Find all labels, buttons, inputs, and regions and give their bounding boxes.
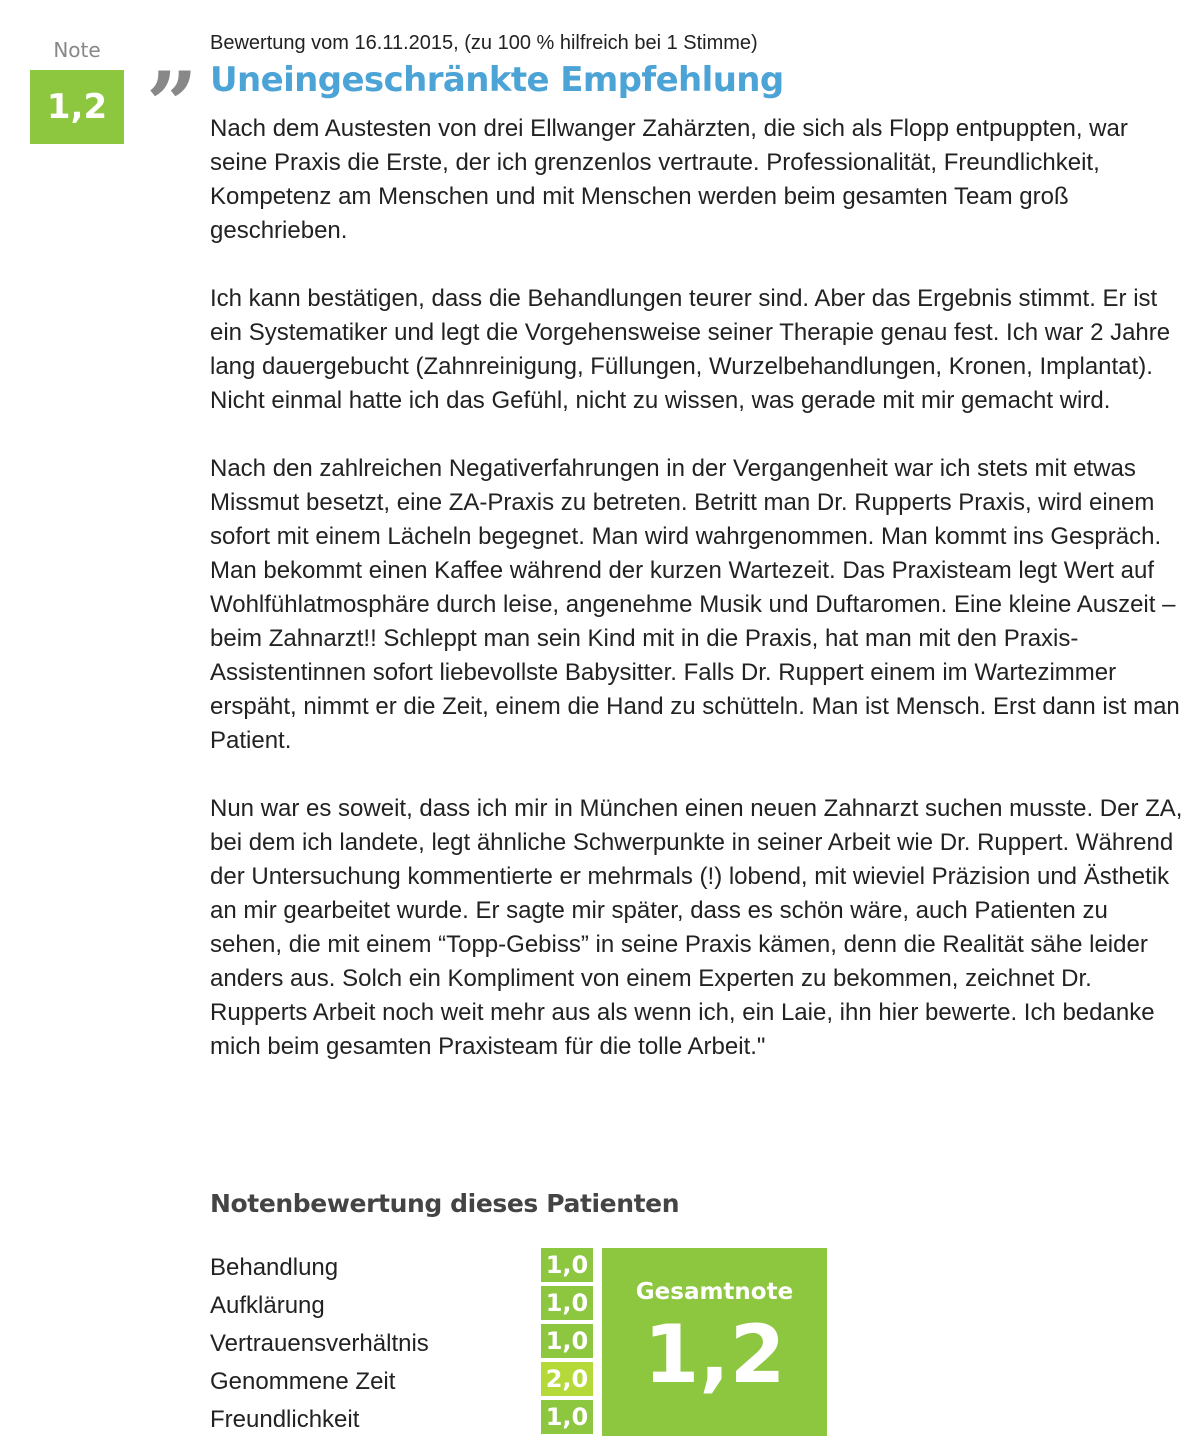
review-paragraph: Nach dem Austesten von drei Ellwanger Zahärzten, die sich als Flopp entpuppten, war seine Praxis die Erste, der ich grenzenlos vertraute. Professionalität, Freundlichkeit, Kompetenz am Menschen und mit Menschen werden beim gesamten Team groß geschrieben. [210, 115, 1128, 244]
criterion-score-badge: 1,0 [541, 1400, 593, 1434]
review-paragraph: Ich kann bestätigen, dass die Behandlungen teurer sind. Aber das Ergebnis stimmt. Er ist ein Systematiker und legt die Vorgehensweise seiner Therapie genau fest. Ich war 2 Jahre lang dauergebucht (Zahnreinigung, Füllungen, Wurzelbehandlungen, Kronen, Implantat). Nicht einmal hatte ich das Gefühl, nicht zu wissen, was gerade mit mir gemacht wird. [210, 285, 1171, 414]
rating-heading: Notenbewertung dieses Patienten [210, 1189, 680, 1218]
criterion-score-badge: 1,0 [541, 1324, 593, 1358]
rating-scores-list [541, 1248, 593, 1438]
review-paragraph: Nach den zahlreichen Negativerfahrungen in der Vergangenheit war ich stets mit etwas Missmut besetzt, eine ZA-Praxis zu betreten. Betritt man Dr. Rupperts Praxis, wird einem sofort mit einem Lächeln begegnet. Man wird wahrgenommen. Man kommt ins Gespräch. Man bekommt einen Kaffee während der kurzen Wartezeit. Das Praxisteam legt Wert auf Wohlfühlatmosphäre durch leise, angenehme Musik und Duftaromen. Eine kleine Auszeit – beim Zahnarzt!! Schleppt man sein Kind mit in die Praxis, hat man mit den Praxis-Assistentinnen sofort liebevollste Babysitter. Falls Dr. Ruppert einem im Wartezimmer erspäht, nimmt er die Zeit, einem die Hand zu schütteln. Man ist Mensch. Erst dann ist man Patient. [210, 455, 1180, 754]
review-text [210, 112, 1185, 1064]
total-grade-label: Gesamtnote [635, 1279, 794, 1305]
criterion-label: Freundlichkeit [210, 1406, 360, 1433]
criterion-label: Vertrauensverhältnis [210, 1330, 429, 1357]
note-label: Note [53, 38, 101, 62]
review-title: Uneingeschränkte Empfehlung [210, 60, 784, 100]
quote-icon: ” [146, 52, 192, 158]
total-grade-box [602, 1248, 827, 1436]
criterion-score-badge: 1,0 [541, 1248, 593, 1282]
criterion-score-badge: 2,0 [541, 1362, 593, 1396]
criterion-label: Behandlung [210, 1254, 339, 1281]
note-column [30, 36, 124, 144]
review-content [210, 30, 1185, 1098]
rating-criteria-list [210, 1249, 429, 1439]
note-grade-badge: 1,2 [30, 70, 124, 144]
review-paragraph: Nun war es soweit, dass ich mir in München einen neuen Zahnarzt suchen musste. Der ZA, bei dem ich landete, legt ähnliche Schwerpunkte in seiner Arbeit wie Dr. Ruppert. Während der Untersuchung kommentierte er mehrmals (!) lobend, mit wieviel Präzision und Ästhetik an mir gearbeitet wurde. Er sagte mir später, dass es schön wäre, auch Patienten zu sehen, die mit einem “Topp-Gebiss” in seine Praxis kämen, denn die Realität sähe leider anders aus. Solch ein Kompliment von einem Experten zu bekommen, zeichnet Dr. Rupperts Arbeit noch weit mehr aus als wenn ich, ein Laie, ihn hier bewerte. Ich bedanke mich beim gesamten Praxisteam für die tolle Arbeit." [210, 795, 1183, 1060]
total-grade-value: 1,2 [643, 1308, 786, 1401]
review-meta: Bewertung vom 16.11.2015, (zu 100 % hilfreich bei 1 Stimme) [210, 32, 758, 54]
criterion-label: Genommene Zeit [210, 1368, 396, 1395]
criterion-label: Aufklärung [210, 1292, 325, 1319]
criterion-score-badge: 1,0 [541, 1286, 593, 1320]
